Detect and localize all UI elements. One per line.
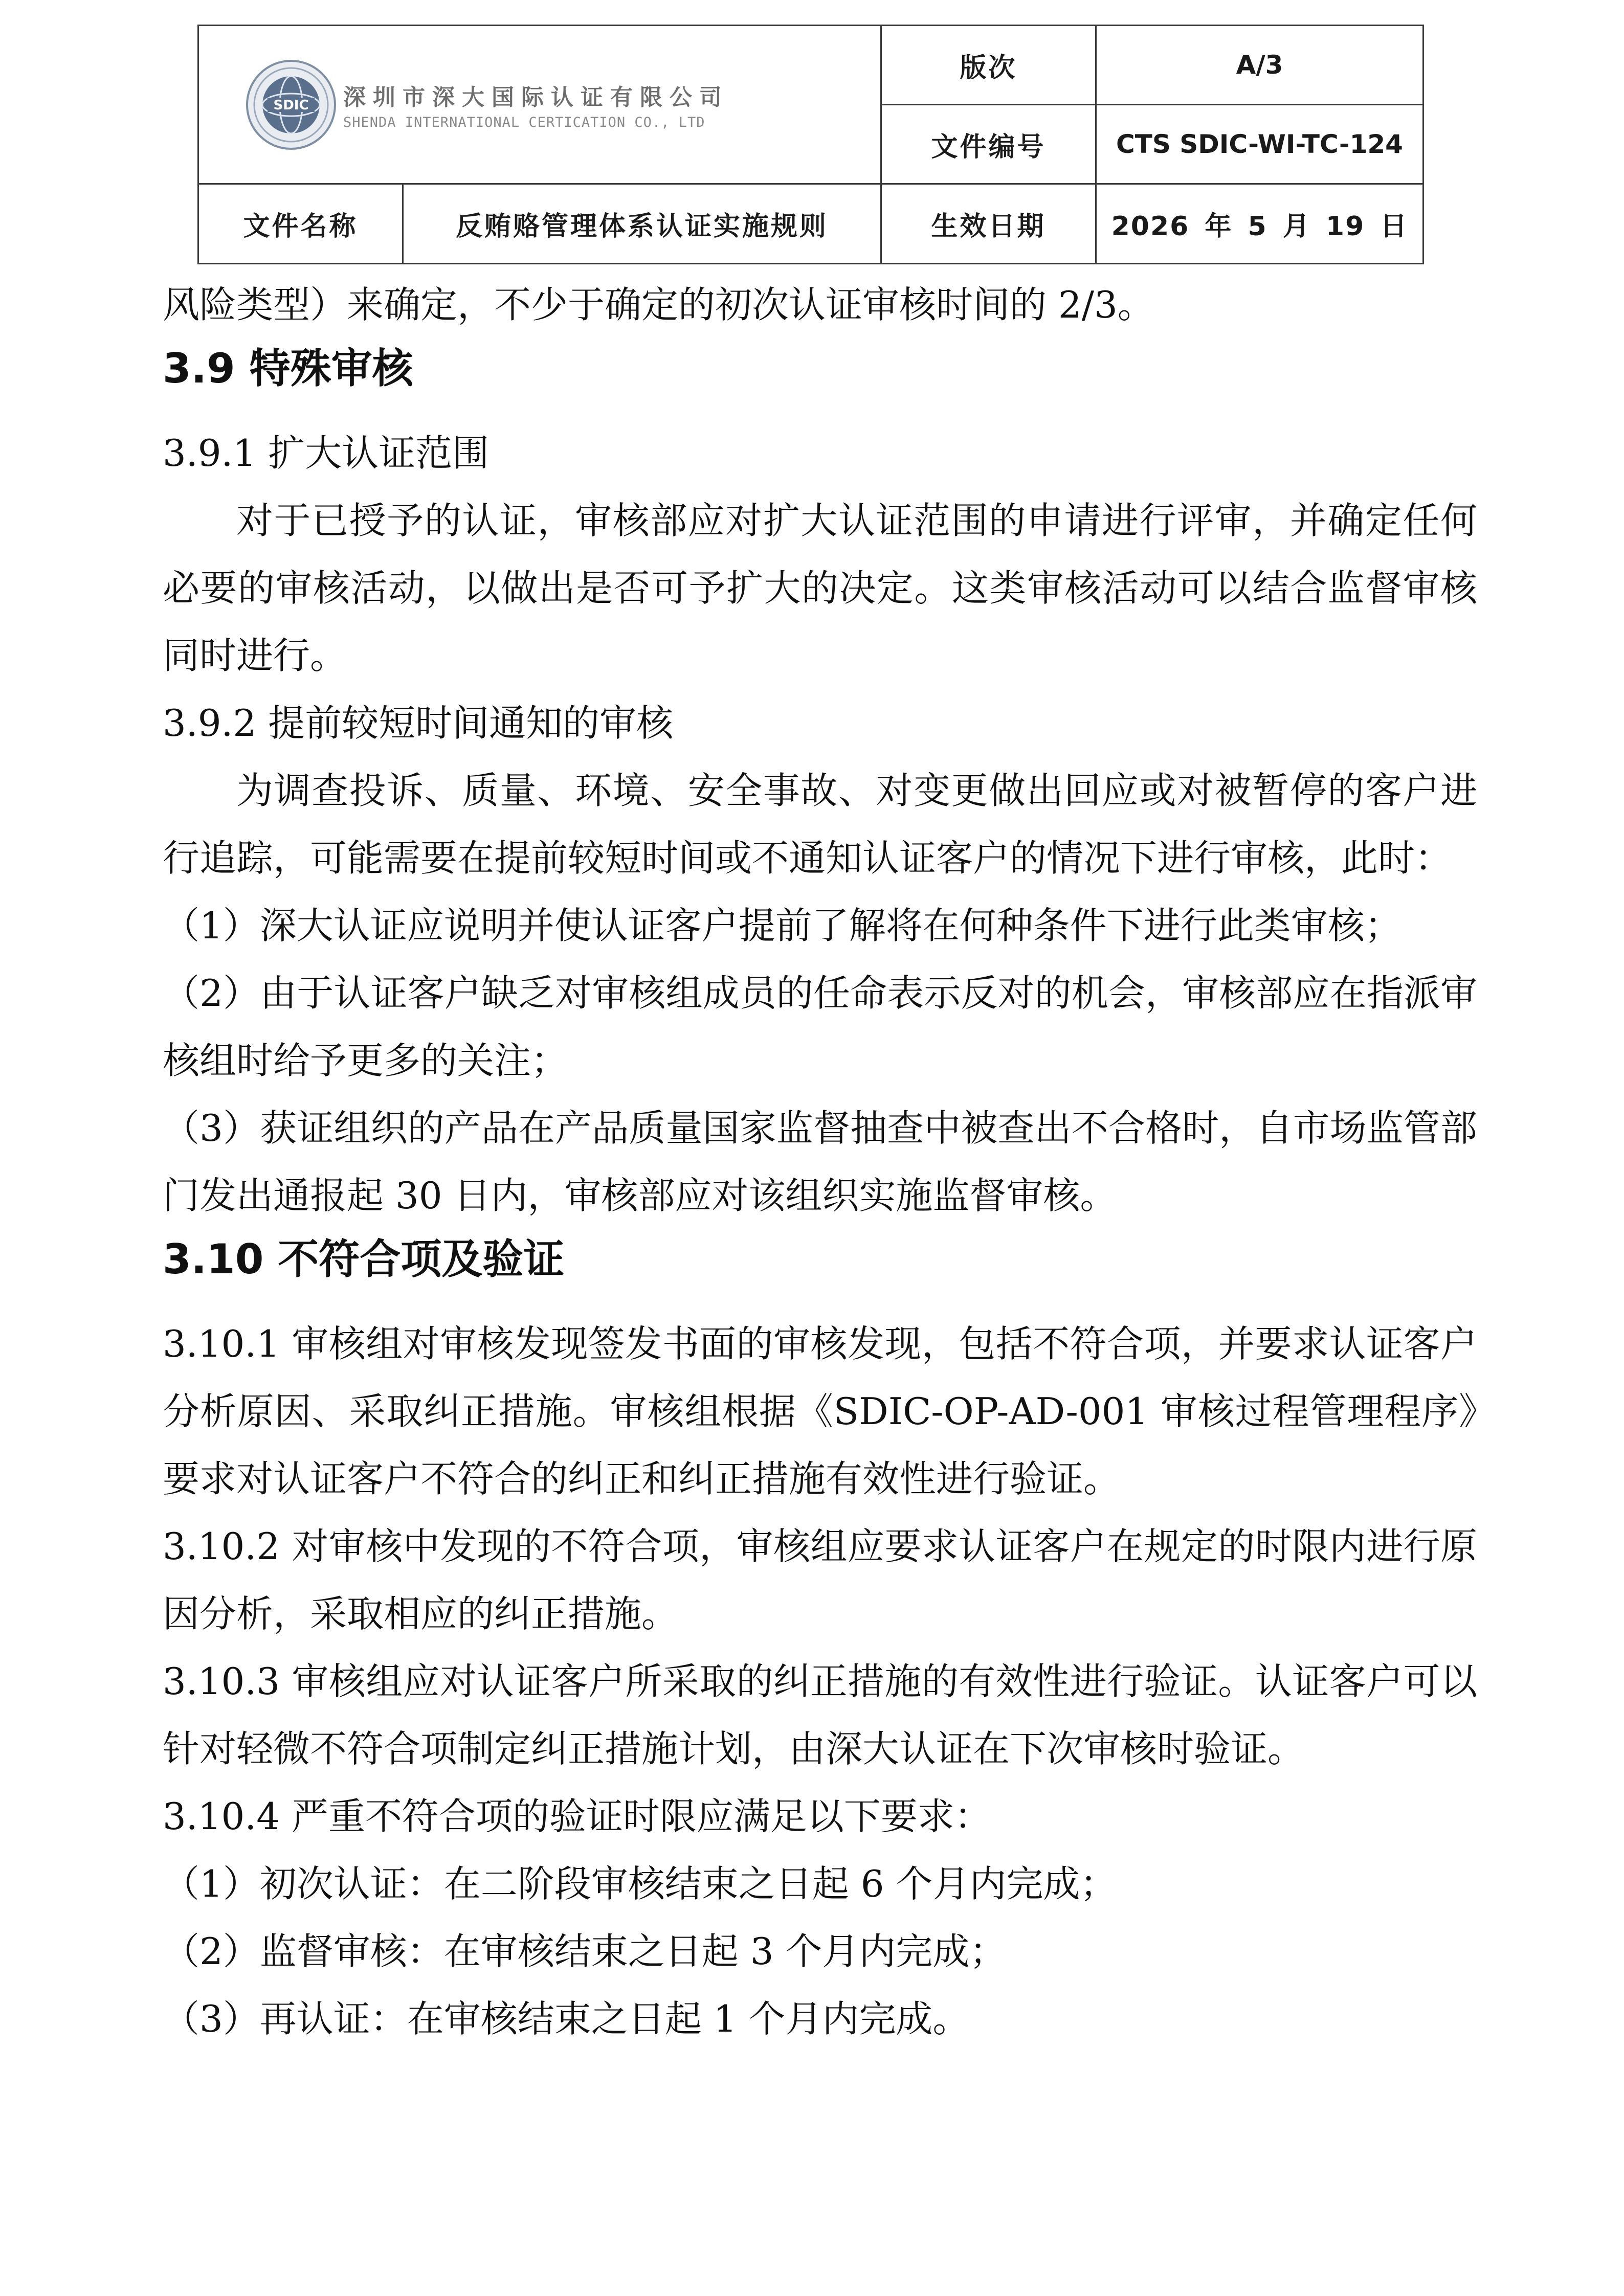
section-3-9-2-heading: 3.9.2 提前较短时间通知的审核 xyxy=(163,702,674,745)
section-3-9-1-heading: 3.9.1 扩大认证范围 xyxy=(163,432,490,475)
section-3-10-3-text: 3.10.3 审核组应对认证客户所采取的纠正措施的有效性进行验证。认证客户可以针对轻微不符合项制定纠正措施计划，由深大认证在下次审核时验证。 xyxy=(163,1660,1477,1770)
section-3-10-2-text: 3.10.2 对审核中发现的不符合项，审核组应要求认证客户在规定的时限内进行原因分析，采取相应的纠正措施。 xyxy=(163,1525,1477,1635)
svg-text:SDIC: SDIC xyxy=(273,97,309,113)
section-3-9-heading: 3.9 特殊审核 xyxy=(163,345,413,392)
sdic-seal-icon xyxy=(245,59,337,151)
company-logo-cell xyxy=(198,26,881,184)
section-3-10-4-text: 3.10.4 严重不符合项的验证时限应满足以下要求： xyxy=(163,1795,991,1838)
doc-number-value: CTS SDIC-WI-TC-124 xyxy=(1096,105,1423,184)
section-3-10-4-item-2: （2）监督审核：在审核结束之日起 3 个月内完成； xyxy=(163,1930,1007,1973)
company-name-en: SHENDA INTERNATIONAL CERTICATION CO., LTD xyxy=(343,115,705,130)
section-3-9-2-item-3: （3）获证组织的产品在产品质量国家监督抽查中被查出不合格时，自市场监管部门发出通报起 30 日内，审核部应对该组织实施监督审核。 xyxy=(163,1107,1477,1217)
doc-name-value: 反贿赂管理体系认证实施规则 xyxy=(403,184,881,264)
section-3-9-2-item-1: （1）深大认证应说明并使认证客户提前了解将在何种条件下进行此类审核； xyxy=(163,904,1401,947)
document-body xyxy=(163,271,1477,2053)
effective-date-label: 生效日期 xyxy=(881,184,1096,264)
company-name-block xyxy=(343,79,729,130)
section-3-10-1-text: 3.10.1 审核组对审核发现签发书面的审核发现，包括不符合项，并要求认证客户分析原因、采取纠正措施。审核组根据《SDIC-OP-AD-001 审核过程管理程序》要求对认证客户不符合的纠正和纠正措施有效性进行验证。 xyxy=(163,1322,1477,1500)
doc-number-label: 文件编号 xyxy=(881,105,1096,184)
section-3-9-1-text: 对于已授予的认证，审核部应对扩大认证范围的申请进行评审，并确定任何必要的审核活动，以做出是否可予扩大的决定。这类审核活动可以结合监督审核同时进行。 xyxy=(163,499,1477,677)
company-name-cn: 深圳市深大国际认证有限公司 xyxy=(343,84,729,110)
doc-name-label: 文件名称 xyxy=(198,184,403,264)
section-3-9-2-item-2: （2）由于认证客户缺乏对审核组成员的任命表示反对的机会，审核部应在指派审核组时给予更多的关注； xyxy=(163,972,1477,1082)
document-header-table xyxy=(197,25,1424,264)
version-value: A/3 xyxy=(1096,26,1423,105)
intro-paragraph: 风险类型）来确定，不少于确定的初次认证审核时间的 2/3。 xyxy=(163,283,1154,326)
effective-date-value: 2026 年 5 月 19 日 xyxy=(1096,184,1423,264)
company-logo xyxy=(199,59,880,151)
section-3-10-4-item-1: （1）初次认证：在二阶段审核结束之日起 6 个月内完成； xyxy=(163,1862,1117,1905)
section-3-10-heading: 3.10 不符合项及验证 xyxy=(163,1235,565,1283)
section-3-10-4-item-3: （3）再认证：在审核结束之日起 1 个月内完成。 xyxy=(163,1997,970,2040)
version-label: 版次 xyxy=(881,26,1096,105)
section-3-9-2-text: 为调查投诉、质量、环境、安全事故、对变更做出回应或对被暂停的客户进行追踪，可能需要在提前较短时间或不通知认证客户的情况下进行审核，此时： xyxy=(163,769,1477,880)
